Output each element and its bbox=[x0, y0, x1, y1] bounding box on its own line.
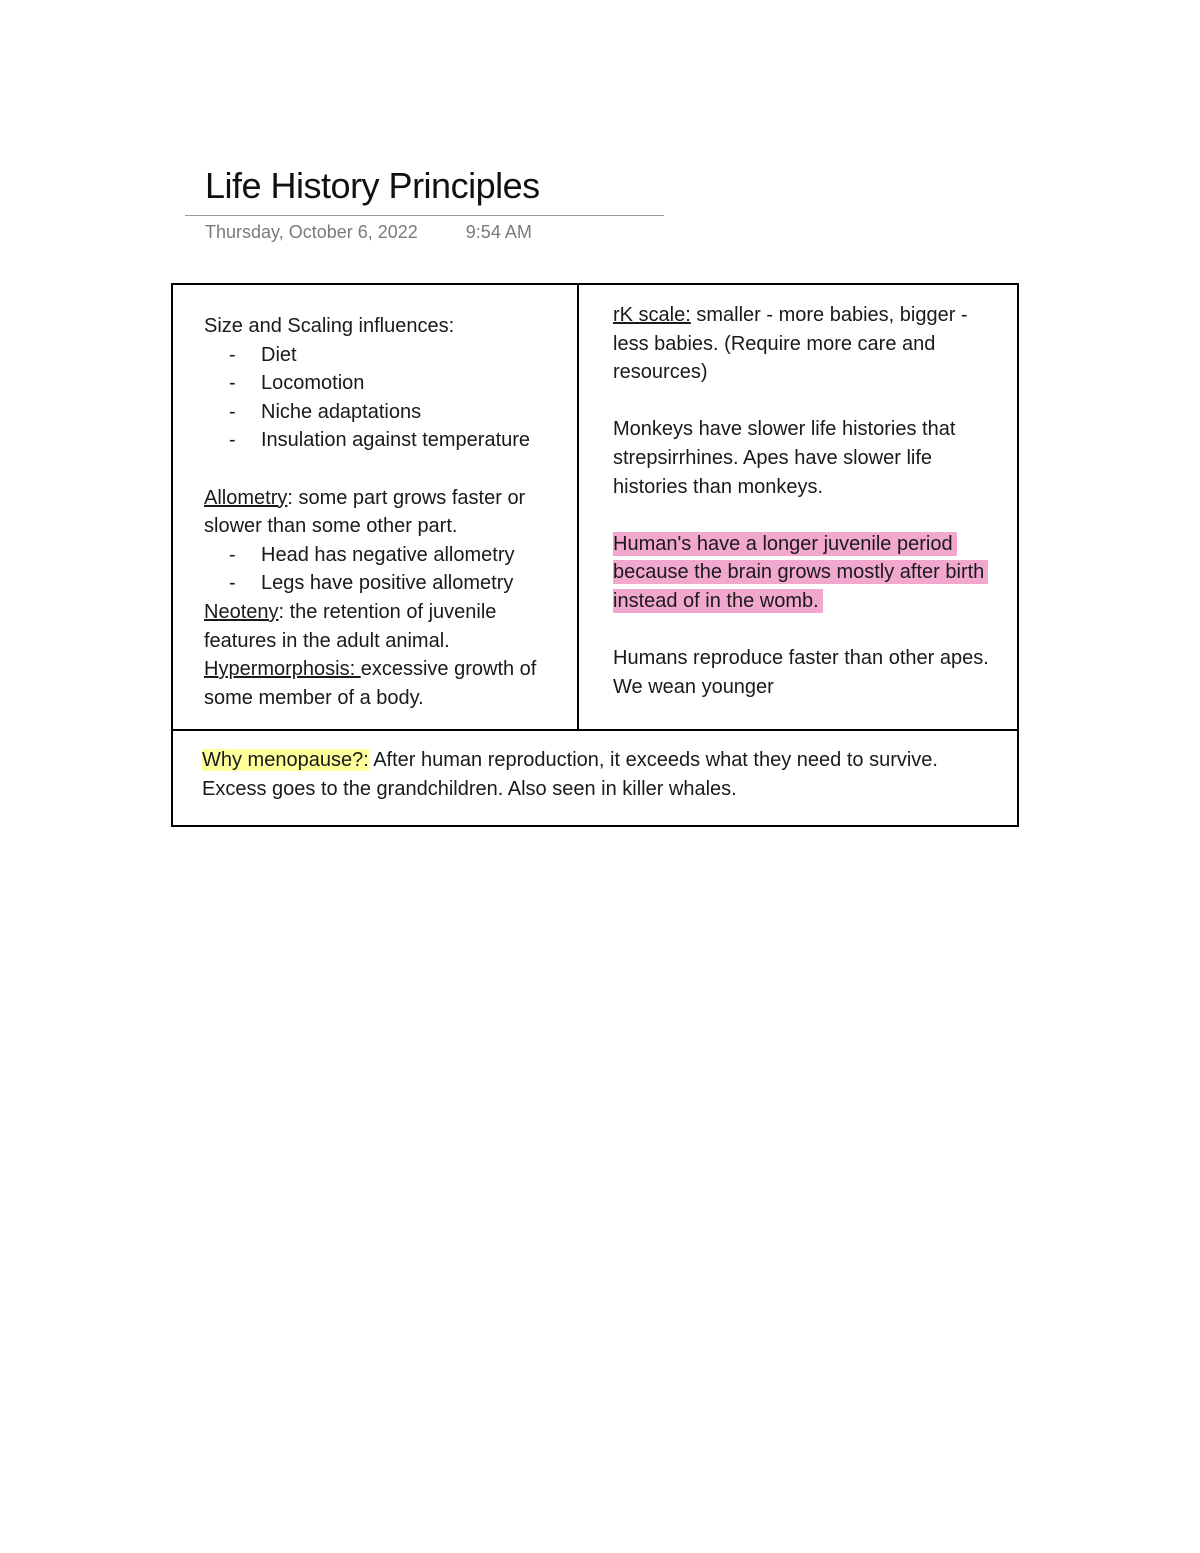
list-item: - Insulation against temperature bbox=[204, 426, 564, 455]
juvenile-paragraph bbox=[613, 530, 993, 616]
allometry-list bbox=[204, 541, 564, 598]
list-item: - Locomotion bbox=[204, 369, 564, 398]
humans-paragraph: Humans reproduce faster than other apes. We wean younger bbox=[613, 647, 989, 698]
neoteny-text: : the retention of juvenile features in the adult animal. bbox=[204, 600, 497, 652]
list-item: - Legs have positive allometry bbox=[204, 569, 564, 598]
note-date: Thursday, October 6, 2022 bbox=[205, 222, 418, 242]
size-scaling-heading: Size and Scaling influences: bbox=[204, 315, 455, 337]
left-cell[interactable] bbox=[204, 312, 564, 712]
spacer bbox=[613, 616, 993, 645]
allometry-term: Allometry bbox=[204, 486, 288, 509]
spacer bbox=[613, 387, 993, 416]
rk-scale-definition bbox=[613, 301, 993, 387]
spacer bbox=[613, 501, 993, 530]
spacer bbox=[204, 455, 564, 484]
rk-scale-term: rK scale: bbox=[613, 304, 691, 326]
note-time: 9:54 AM bbox=[465, 222, 532, 242]
neoteny-definition bbox=[204, 598, 564, 655]
rk-scale-text: smaller - more babies, bigger - less babies. (Require more care and resources) bbox=[613, 304, 968, 384]
bottom-cell[interactable] bbox=[202, 746, 1002, 803]
neoteny-term: Neoteny bbox=[204, 600, 279, 623]
allometry-text: : some part grows faster or slower than some other part. bbox=[204, 486, 526, 538]
influences-list bbox=[204, 341, 564, 455]
menopause-answer: After human reproduction, it exceeds what they need to survive. Excess goes to the grandchildren. Also seen in killer whales. bbox=[202, 749, 938, 800]
notes-table bbox=[171, 283, 1019, 827]
hypermorphosis-term: Hypermorphosis: bbox=[204, 658, 361, 681]
list-item: - Niche adaptations bbox=[204, 398, 564, 427]
row-divider bbox=[173, 729, 1017, 731]
list-item: - Diet bbox=[204, 341, 564, 370]
hypermorphosis-definition bbox=[204, 655, 564, 712]
pink-highlight: Human's have a longer juvenile period because the brain grows mostly after birth instead of in the womb. bbox=[613, 532, 988, 613]
title-underline bbox=[185, 215, 664, 216]
right-cell[interactable] bbox=[613, 301, 993, 701]
list-item: - Head has negative allometry bbox=[204, 541, 564, 570]
monkeys-paragraph: Monkeys have slower life histories that strepsirrhines. Apes have slower life histories than monkeys. bbox=[613, 418, 956, 498]
date-time-line bbox=[205, 220, 532, 244]
page-title: Life History Principles bbox=[205, 165, 540, 206]
yellow-highlight: Why menopause?: bbox=[202, 749, 369, 771]
menopause-paragraph bbox=[202, 746, 1002, 803]
allometry-definition bbox=[204, 484, 564, 541]
hypermorphosis-text: excessive growth of some member of a body. bbox=[204, 658, 537, 709]
column-divider bbox=[577, 285, 579, 729]
